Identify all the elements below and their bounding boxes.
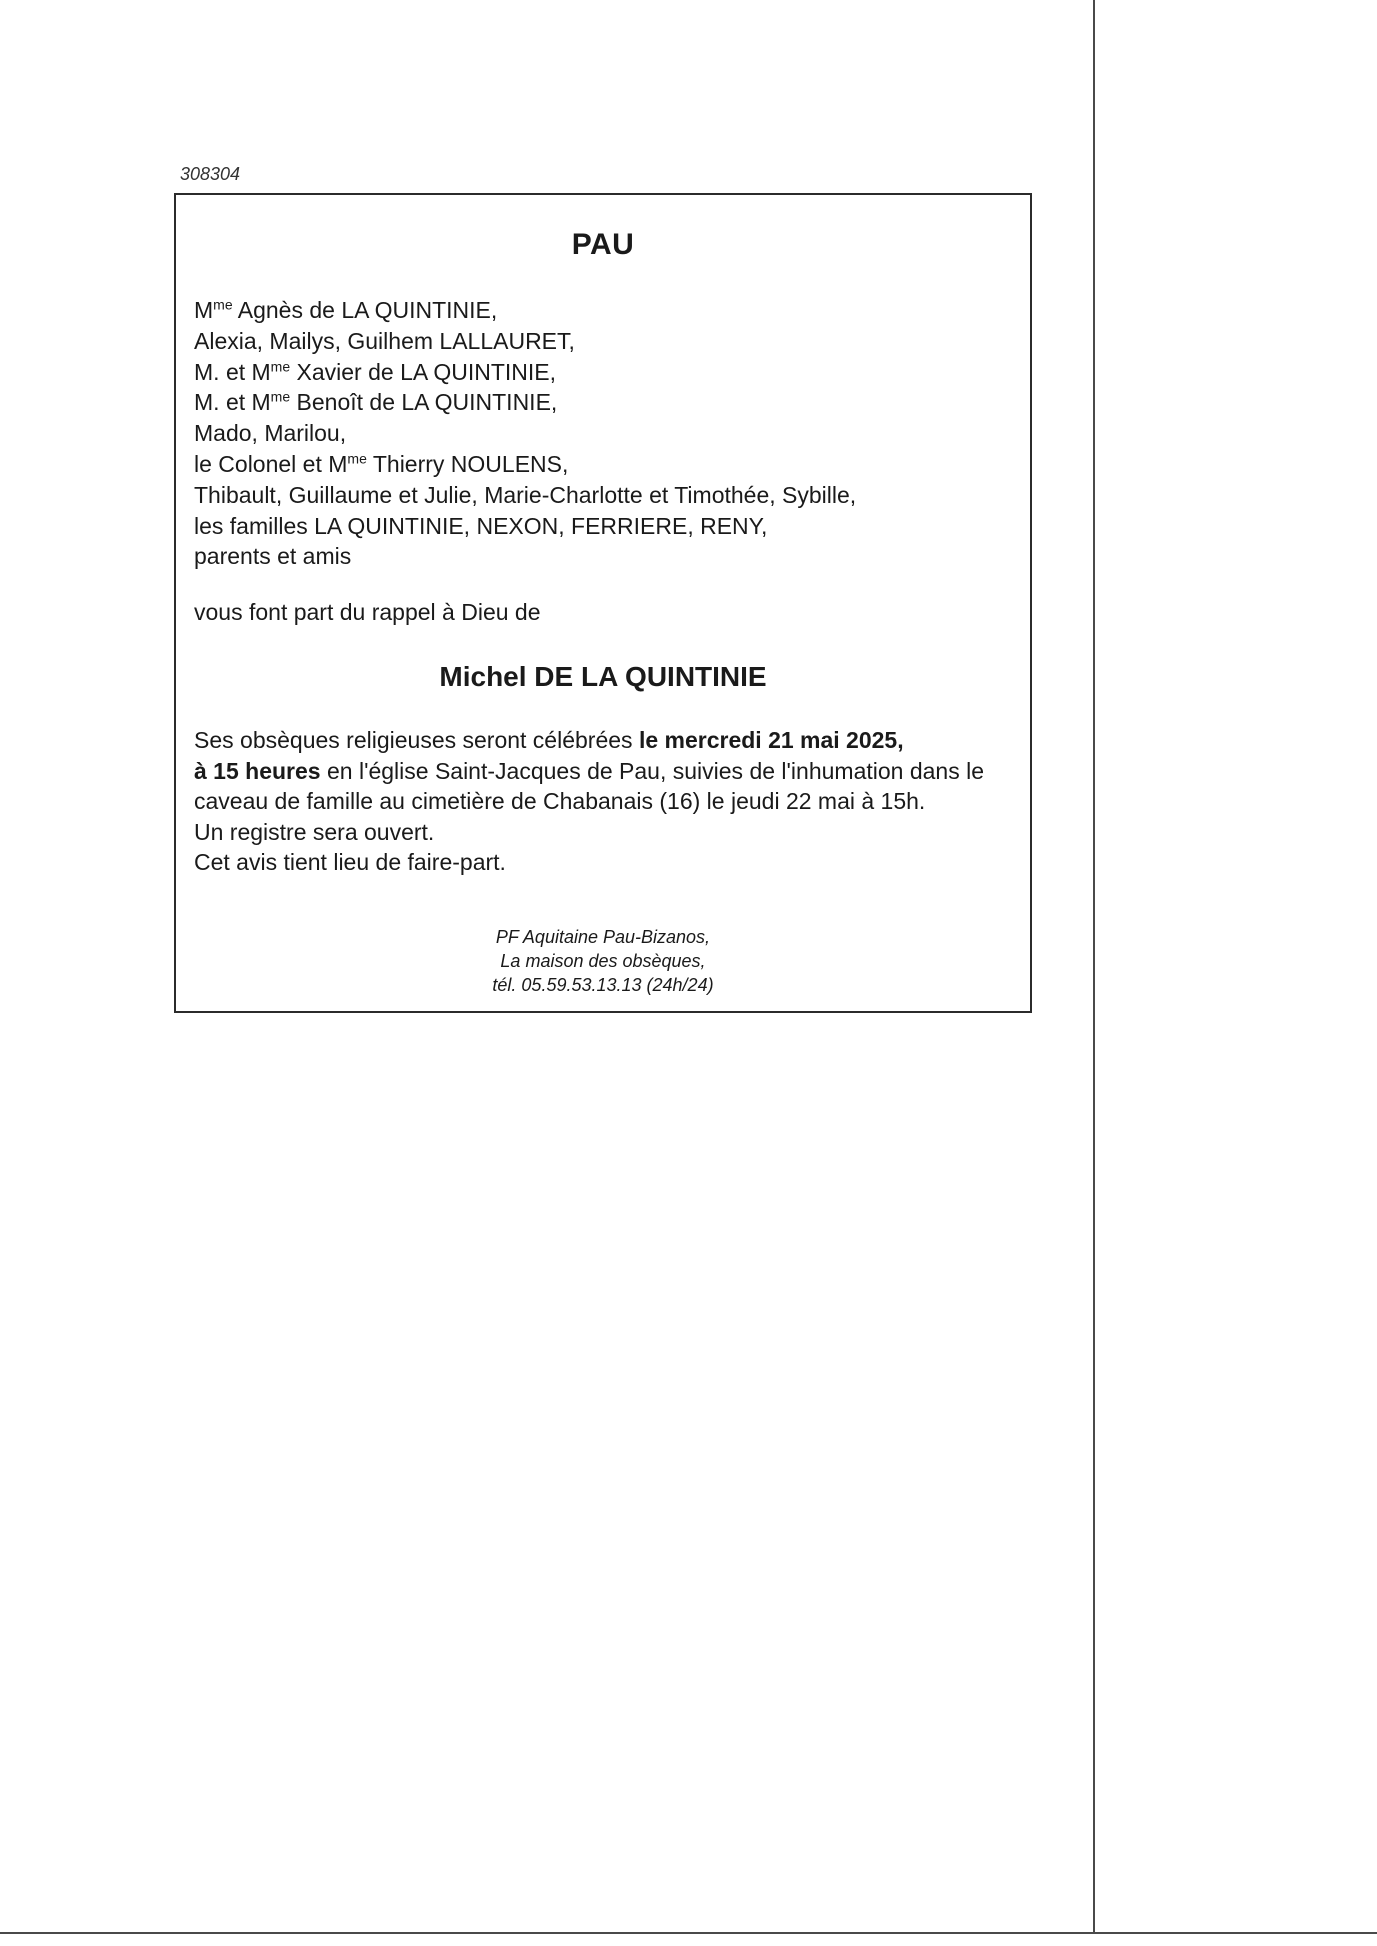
family-line-prefix: M. et M	[194, 389, 271, 416]
announcement-line: vous font part du rappel à Dieu de	[194, 599, 541, 625]
page-bottom-rule	[0, 1932, 1377, 1934]
family-line-text: Thibault, Guillaume et Julie, Marie-Charlotte et Timothée, Sybille,	[194, 481, 857, 508]
family-member-line	[194, 418, 856, 449]
family-line-text: les familles LA QUINTINIE, NEXON, FERRIERE, RENY,	[194, 512, 768, 539]
honorific-superscript: me	[270, 357, 291, 374]
family-member-line	[194, 449, 856, 480]
funeral-home-tagline: La maison des obsèques,	[500, 951, 706, 971]
funeral-home	[176, 925, 1030, 997]
deceased-name: Michel DE LA QUINTINIE	[439, 661, 767, 692]
family-member-line	[194, 387, 856, 418]
family-line-text: Thierry NOULENS,	[366, 450, 569, 477]
family-member-line	[194, 541, 856, 572]
family-member-line	[194, 326, 856, 357]
honorific-superscript: me	[270, 388, 291, 405]
funeral-home-phone: tél. 05.59.53.13.13 (24h/24)	[492, 975, 714, 995]
funeral-date: le mercredi 21 mai 2025,	[638, 727, 904, 753]
honorific-superscript: me	[347, 450, 367, 467]
reference-number: 308304	[180, 164, 241, 184]
register-note: Un registre sera ouvert.	[194, 818, 435, 845]
family-line-prefix: M. et M	[194, 358, 271, 385]
funeral-time: à 15 heures	[194, 757, 321, 784]
faire-part-note: Cet avis tient lieu de faire-part.	[194, 849, 506, 875]
funeral-details	[194, 725, 1024, 878]
funeral-paragraph	[194, 725, 1024, 817]
family-member-line	[194, 357, 856, 388]
column-divider-vertical	[1093, 0, 1095, 1932]
honorific-superscript: me	[213, 296, 233, 313]
family-line-text: Agnès de LA QUINTINIE,	[232, 297, 498, 323]
family-member-line	[194, 511, 856, 542]
family-member-line	[194, 480, 856, 511]
family-line-prefix: M	[194, 297, 214, 323]
family-line-text: parents et amis	[194, 543, 352, 570]
funeral-place: en l'église Saint-Jacques de Pau, suivies de l'inhumation dans le caveau de famille au cimetière de Chabanais (16) le jeudi 22 mai à 15h.	[194, 757, 984, 814]
family-line-prefix: le Colonel et M	[194, 450, 348, 477]
family-line-text: Xavier de LA QUINTINIE,	[290, 358, 556, 385]
family-line-text: Benoît de LA QUINTINIE,	[290, 389, 558, 416]
family-line-text: Alexia, Mailys, Guilhem LALLAURET,	[194, 327, 575, 354]
family-list	[194, 295, 856, 572]
obituary-notice	[174, 193, 1032, 1013]
notice-city: PAU	[571, 228, 635, 261]
family-line-text: Mado, Marilou,	[194, 420, 347, 447]
funeral-home-name: PF Aquitaine Pau-Bizanos,	[495, 927, 711, 947]
funeral-intro: Ses obsèques religieuses seront célébrées	[194, 727, 639, 753]
family-member-line	[194, 295, 856, 326]
